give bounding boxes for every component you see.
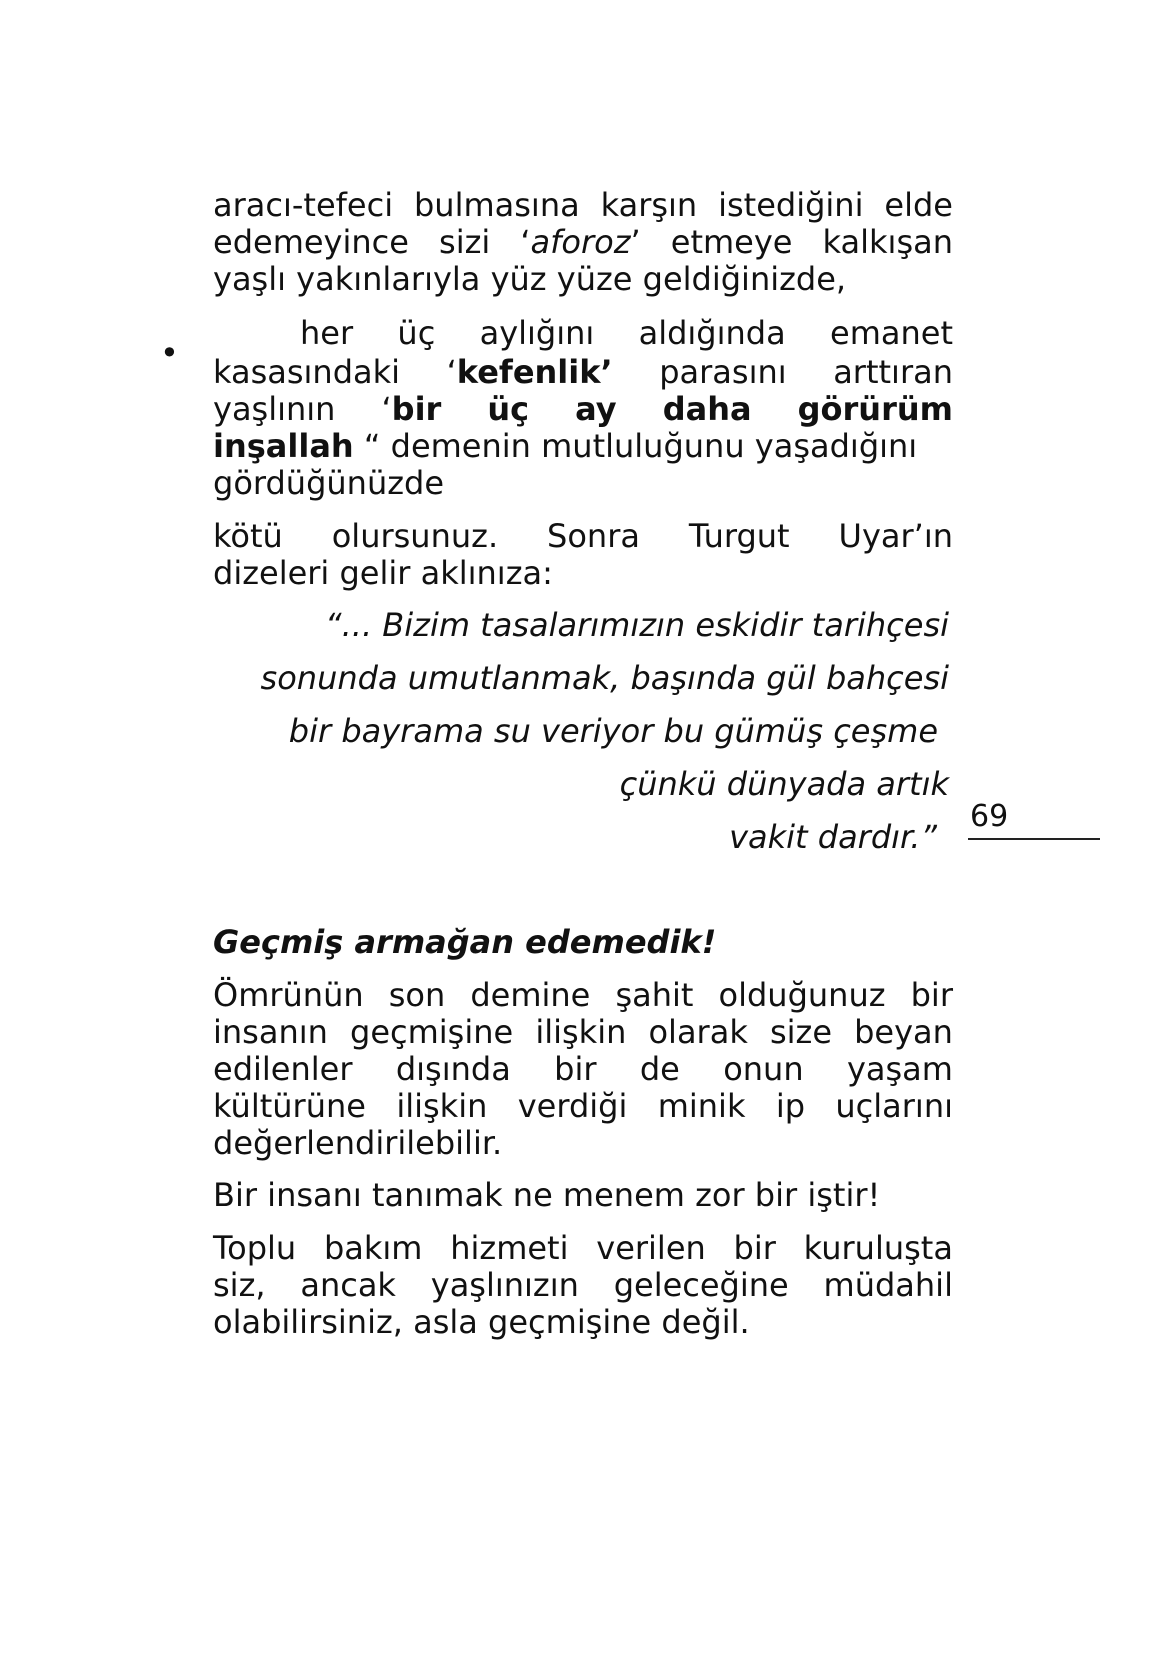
word: siz, [213, 1266, 266, 1304]
word: minik [657, 1087, 746, 1125]
section-p3-line1 [213, 1229, 953, 1267]
word: üç [397, 314, 436, 352]
bold-word: inşallah [213, 427, 354, 465]
bold-term: kefenlik’ [456, 353, 613, 391]
section-p1-line3 [213, 1050, 953, 1088]
para2-line2: dizeleri gelir aklınıza: [213, 554, 553, 592]
page-number-rule [968, 838, 1100, 840]
bullet-line1 [300, 314, 953, 352]
bold-word: üç [487, 390, 530, 428]
bullet-icon: • [160, 334, 179, 372]
section-p3-line2 [213, 1266, 953, 1304]
section-p1-line2 [213, 1013, 953, 1051]
word: elde [884, 186, 953, 224]
word: de [639, 1050, 680, 1088]
word: geçmişine [350, 1013, 514, 1051]
quote-open: ‘ [381, 390, 392, 428]
word: emanet [830, 314, 953, 352]
word: olduğunuz [718, 976, 886, 1014]
para2-line1 [213, 517, 953, 555]
word: bir [554, 1050, 597, 1088]
word: parasını [659, 353, 787, 391]
quoted-term [447, 353, 613, 391]
word: bulmasına [413, 186, 580, 224]
bullet-line5: gördüğünüzde [213, 464, 445, 502]
word: kalkışan [822, 223, 953, 261]
word: size [769, 1013, 832, 1051]
word: aracı-tefeci [213, 186, 394, 224]
word: edilenler [213, 1050, 353, 1088]
word: geleceğine [613, 1266, 789, 1304]
poem-line-1: “... Bizim tasalarımızın eskidir tarihçesi [325, 606, 949, 644]
section-p3-line3: olabilirsiniz, asla geçmişine değil. [213, 1303, 750, 1341]
word: olursunuz. [331, 517, 499, 555]
word: Sonra [547, 517, 640, 555]
word: müdahil [823, 1266, 953, 1304]
word: demine [470, 976, 591, 1014]
poem-line-4: çünkü dünyada artık [619, 765, 949, 803]
word: arttıran [833, 353, 953, 391]
word: karşın [600, 186, 698, 224]
word: Ömrünün [213, 976, 364, 1014]
bold-word: ay [575, 390, 617, 428]
word: ilişkin [535, 1013, 627, 1051]
word: ip [775, 1087, 806, 1125]
poem-line-5: vakit dardır.” [729, 818, 937, 856]
word: aldığında [638, 314, 786, 352]
word: yaşam [846, 1050, 953, 1088]
quote-close: ’ [630, 223, 641, 261]
word: bakım [323, 1229, 423, 1267]
word: bir [910, 976, 953, 1014]
bold-word: görürüm [797, 390, 953, 428]
word: dışında [395, 1050, 511, 1088]
section-p2: Bir insanı tanımak ne menem zor bir iştir! [213, 1176, 881, 1214]
italic-term: aforoz [530, 223, 631, 261]
bullet-line4 [213, 427, 953, 465]
word: onun [723, 1050, 804, 1088]
para1-line3: yaşlı yakınlarıyla yüz yüze geldiğinizde, [213, 260, 847, 298]
bold-word: daha [662, 390, 752, 428]
section-p1-line4 [213, 1087, 953, 1125]
word: hizmeti [450, 1229, 569, 1267]
word: beyan [854, 1013, 953, 1051]
bold-phrase-start [382, 390, 442, 428]
para1-line2 [213, 223, 953, 261]
word: olarak [648, 1013, 748, 1051]
bold-word: bir [391, 390, 442, 428]
poem-line-2: sonunda umutlanmak, başında gül bahçesi [260, 659, 949, 697]
word: bir [733, 1229, 776, 1267]
quote-open: ‘ [520, 223, 531, 261]
quote-open: ‘ [446, 353, 457, 391]
word: insanın [213, 1013, 328, 1051]
word: ancak [300, 1266, 396, 1304]
section-p1-line1 [213, 976, 953, 1014]
word: uçlarını [835, 1087, 953, 1125]
word: etmeye [670, 223, 793, 261]
word: şahit [615, 976, 694, 1014]
word: istediğini [718, 186, 864, 224]
word: son [388, 976, 446, 1014]
section-heading: Geçmiş armağan edemedik! [213, 923, 717, 961]
word: kasasındaki [213, 353, 401, 391]
word: yaşlınızın [430, 1266, 579, 1304]
bullet-line3 [213, 390, 953, 428]
word: her [300, 314, 354, 352]
word: edemeyince [213, 223, 409, 261]
word: verilen [596, 1229, 706, 1267]
page-number: 69 [970, 799, 1009, 834]
word: Toplu [213, 1229, 297, 1267]
word: kültürüne [213, 1087, 366, 1125]
word: kötü [213, 517, 283, 555]
word: Uyar’ın [838, 517, 953, 555]
word: Turgut [688, 517, 790, 555]
word: kuruluşta [803, 1229, 953, 1267]
para1-line1 [213, 186, 953, 224]
bullet-line2 [213, 353, 953, 391]
word: ilişkin [396, 1087, 488, 1125]
poem-line-3: bir bayrama su veriyor bu gümüş çeşme [288, 712, 938, 750]
word: aylığını [479, 314, 595, 352]
word: verdiği [517, 1087, 628, 1125]
section-p1-line5: değerlendirilebilir. [213, 1124, 503, 1162]
word: yaşlının [213, 390, 336, 428]
text: “ demenin mutluluğunu yaşadığını [353, 427, 918, 465]
word: sizi [439, 223, 491, 261]
quoted-term [520, 223, 640, 261]
